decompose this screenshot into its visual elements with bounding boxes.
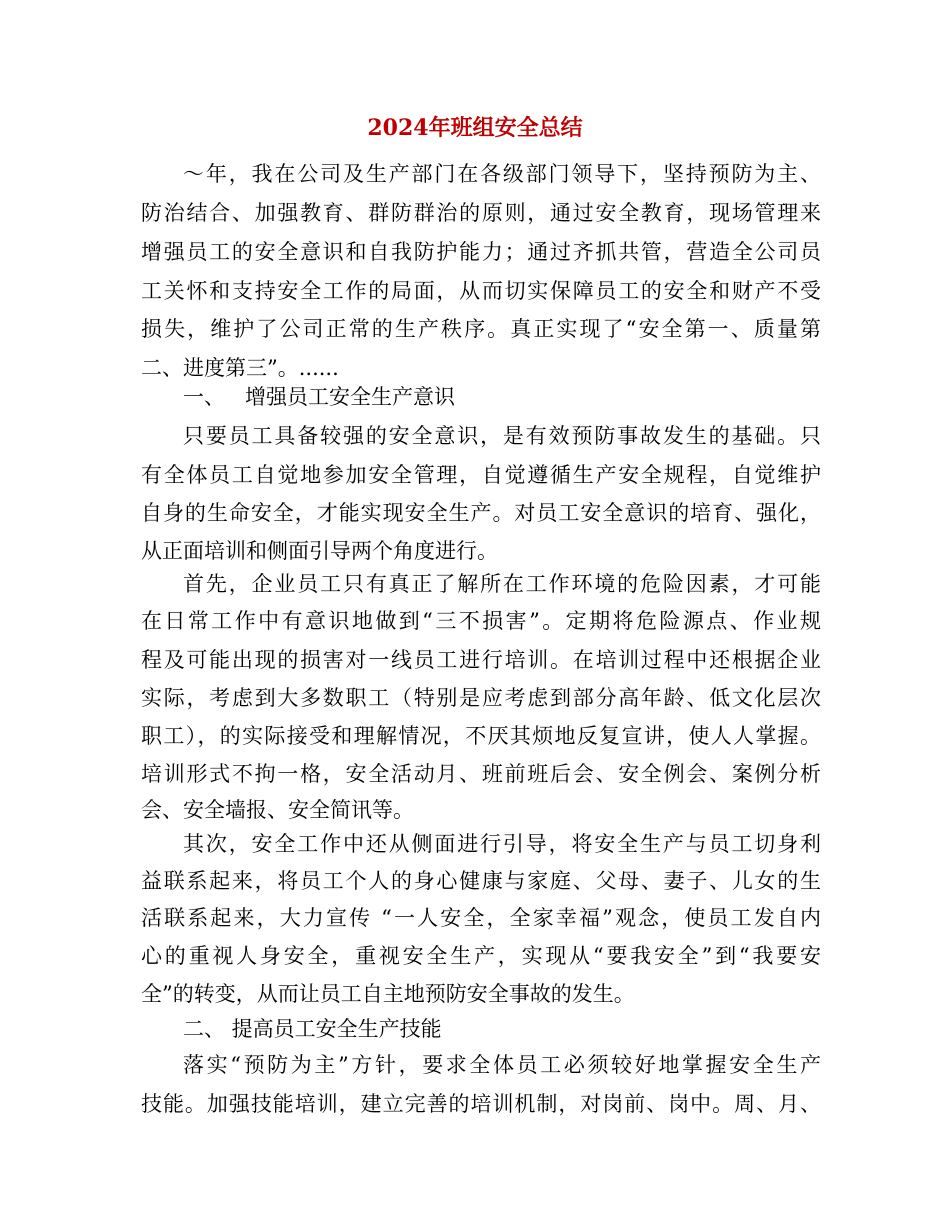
text-line: 程及可能出现的损害对一线员工进行培训。在培训过程中还根据企业 <box>141 648 821 672</box>
text-line: 首先，企业员工只有真正了解所在工作环境的危险因素，才可能 <box>183 572 821 596</box>
section-heading: 二、 提高员工安全生产技能 <box>183 1017 442 1041</box>
text-line: 心的重视人身安全，重视安全生产，实现从“要我安全”到“我要安 <box>141 944 821 968</box>
text-line: 落实“预防为主”方针，要求全体员工必须较好地掌握安全生产 <box>183 1053 821 1077</box>
text-line: 培训形式不拘一格，安全活动月、班前班后会、安全例会、案例分析 <box>141 762 821 786</box>
text-line: 防治结合、加强教育、群防群治的原则，通过安全教育，现场管理来 <box>141 201 821 225</box>
text-line: 只要员工具备较强的安全意识，是有效预防事故发生的基础。只 <box>183 424 821 448</box>
text-line: 有全体员工自觉地参加安全管理，自觉遵循生产安全规程，自觉维护 <box>141 463 821 487</box>
text-line: 活联系起来，大力宣传 “一人安全，全家幸福”观念，使员工发自内 <box>141 906 821 930</box>
text-line: 工关怀和支持安全工作的局面，从而切实保障员工的安全和财产不受 <box>141 279 821 303</box>
text-line: 在日常工作中有意识地做到“三不损害”。定期将危险源点、作业规 <box>141 609 821 633</box>
text-line: 益联系起来，将员工个人的身心健康与家庭、父母、妻子、儿女的生 <box>141 869 821 893</box>
text-line: 增强员工的安全意识和自我防护能力；通过齐抓共管，营造全公司员 <box>141 240 821 264</box>
text-line: 二、进度第三”。...... <box>141 356 339 380</box>
document-title: 2024年班组安全总结 <box>367 115 583 141</box>
text-line: 职工），的实际接受和理解情况，不厌其烦地反复宣讲，使人人掌握。 <box>141 724 821 748</box>
text-line: 从正面培训和侧面引导两个角度进行。 <box>141 539 498 563</box>
text-line: 损失，维护了公司正常的生产秩序。真正实现了“安全第一、质量第 <box>141 317 821 341</box>
text-line: 自身的生命安全，才能实现安全生产。对员工安全意识的培育、强化， <box>141 501 821 525</box>
text-line: 其次，安全工作中还从侧面进行引导，将安全生产与员工切身利 <box>183 832 821 856</box>
text-line: 技能。加强技能培训，建立完善的培训机制，对岗前、岗中。周、月、 <box>141 1092 821 1116</box>
text-line: ～年，我在公司及生产部门在各级部门领导下，坚持预防为主、 <box>183 162 821 186</box>
section-heading: 一、 增强员工安全生产意识 <box>183 385 456 409</box>
text-line: 实际，考虑到大多数职工（特别是应考虑到部分高年龄、低文化层次 <box>141 686 821 710</box>
text-line: 全”的转变，从而让员工自主地预防安全事故的发生。 <box>141 982 635 1006</box>
text-line: 会、安全墙报、安全简讯等。 <box>141 798 414 822</box>
